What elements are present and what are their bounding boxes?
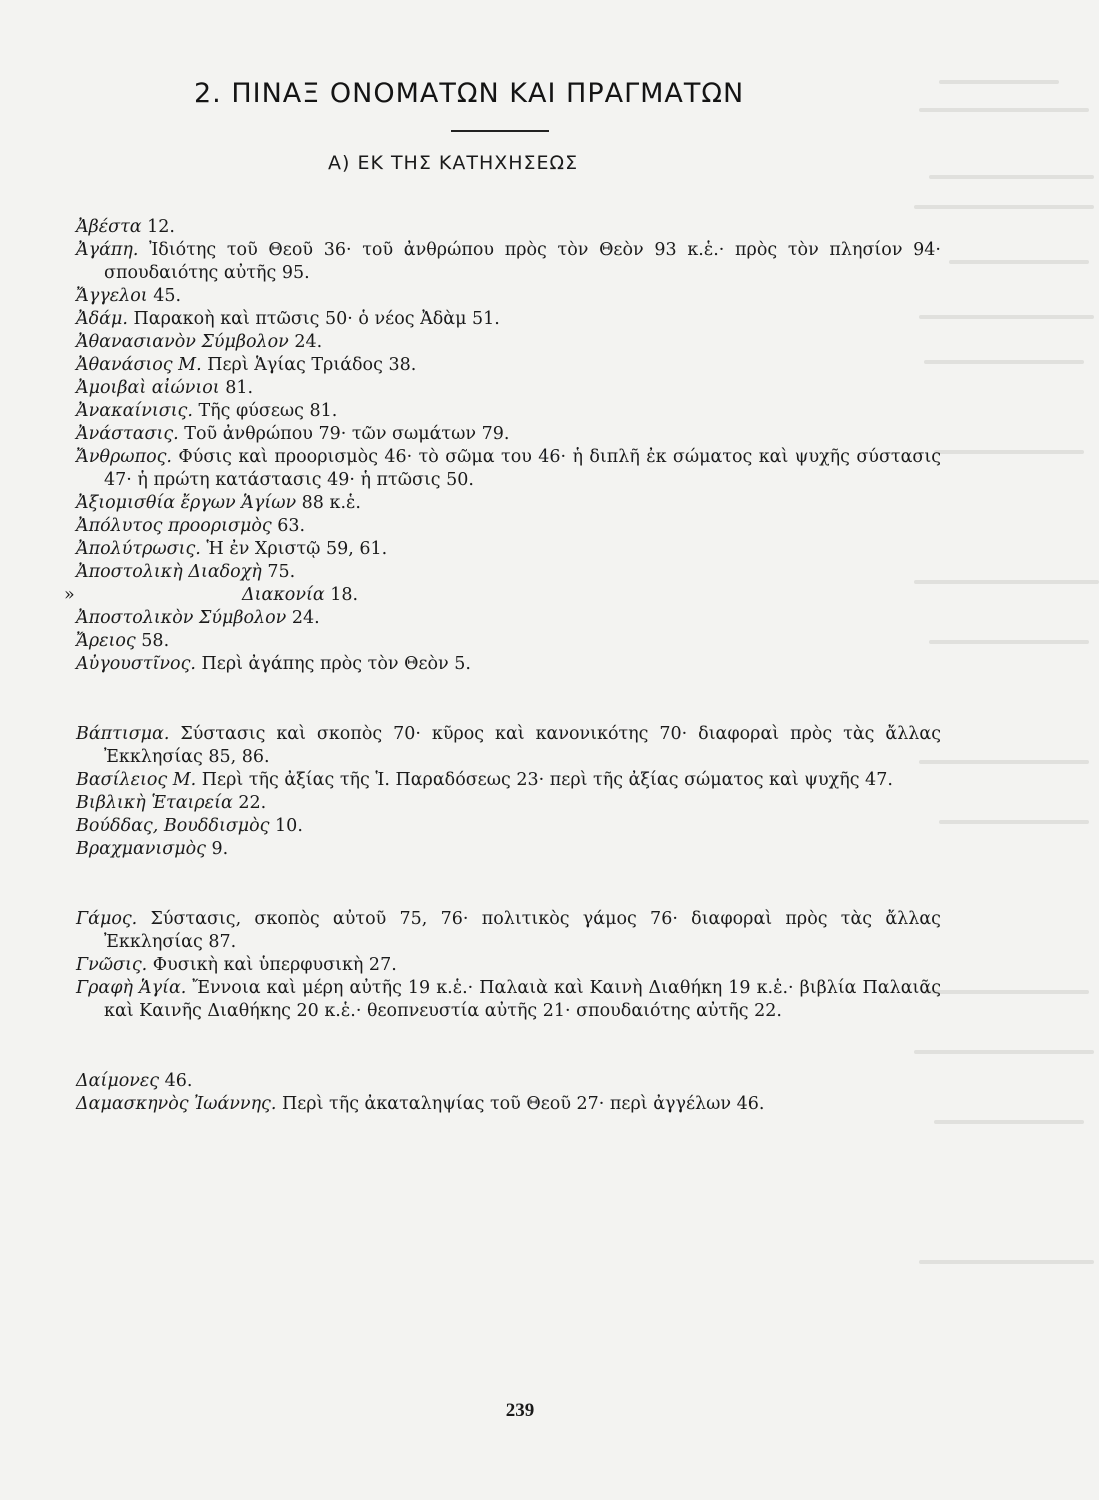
entry-headword: Διακονία [242, 585, 325, 605]
entry-references: 63. [271, 516, 306, 536]
index-entry [76, 216, 941, 239]
index-entry [76, 239, 941, 285]
entry-references: Ἔννοια καὶ μέρη αὐτῆς 19 κ.ἑ.· Παλαιὰ καὶ Καινὴ Διαθήκη 19 κ.ἑ.· βιβλία Παλαιᾶς καὶ Καινῆς Διαθήκης 20 κ.ἑ.· θεοπνευστία αὐτῆς 21· σπουδαιότης αὐτῆς 22. [104, 978, 941, 1021]
index-entry [76, 308, 941, 331]
entry-headword: Βραχμανισμὸς [76, 839, 206, 859]
entry-references: Φύσις καὶ προορισμὸς 46· τὸ σῶμα του 46· ἡ διπλῆ ἐκ σώματος καὶ ψυχῆς σύστασις 47· ἡ πρώτη κατάστασις 49· ἡ πτῶσις 50. [104, 447, 941, 490]
entry-references: Περὶ τῆς ἀκαταληψίας τοῦ Θεοῦ 27· περὶ ἀγγέλων 46. [276, 1094, 765, 1114]
entry-headword: Ἀξιομισθία ἔργων Ἁγίων [76, 493, 297, 513]
entry-headword: Ἀθανάσιος Μ. [76, 355, 202, 375]
entry-headword: Βασίλειος Μ. [76, 770, 197, 790]
entry-headword: Ἀποστολικὸν Σύμβολον [76, 608, 287, 628]
entry-headword: Γνῶσις. [76, 955, 148, 975]
entry-references: 75. [261, 562, 296, 582]
entry-headword: Βιβλικὴ Ἑταιρεία [76, 793, 233, 813]
index-entry [76, 838, 941, 861]
index-entry [76, 492, 941, 515]
entry-headword: Βάπτισμα. [76, 724, 170, 744]
entry-headword: Δαίμονες [76, 1071, 160, 1091]
entry-references: 81. [219, 378, 254, 398]
index-page [64, 0, 956, 1500]
index-entry [76, 630, 941, 653]
entry-references: 10. [269, 816, 303, 836]
index-entry [76, 285, 941, 308]
entry-references: Φυσικὴ καὶ ὑπερφυσικὴ 27. [147, 955, 397, 975]
page-number: 239 [505, 1400, 535, 1421]
entry-references: 24. [288, 332, 323, 352]
entry-references: Σύστασις καὶ σκοπὸς 70· κῦρος καὶ κανονικότης 70· διαφοραὶ πρὸς τὰς ἄλλας Ἐκκλησίας 85, 86. [104, 724, 941, 767]
index-entry [76, 377, 941, 400]
index-entry [76, 815, 941, 838]
entry-references: 9. [205, 839, 229, 859]
entry-headword: Ἀποστολικὴ Διαδοχὴ [76, 562, 262, 582]
entry-headword: Ἄγγελοι [76, 286, 148, 306]
index-entry [76, 446, 941, 492]
index-entry [76, 354, 941, 377]
index-entry [76, 561, 941, 584]
entry-references: 18. [324, 585, 359, 605]
entry-references: 12. [141, 217, 175, 237]
entry-references: Παρακοὴ καὶ πτῶσις 50· ὁ νέος Ἀδὰμ 51. [127, 309, 500, 329]
index-entry [76, 908, 941, 954]
entry-references: Περὶ τῆς ἀξίας τῆς Ἱ. Παραδόσεως 23· περὶ τῆς ἀξίας σώματος καὶ ψυχῆς 47. [196, 770, 893, 790]
entry-references: 22. [232, 793, 267, 813]
entry-references: Περὶ ἀγάπης πρὸς τὸν Θεὸν 5. [195, 654, 471, 674]
entry-headword: Ἄρειος [76, 631, 136, 651]
index-entry [76, 977, 941, 1023]
index-entry [76, 515, 941, 538]
entry-headword: Ἀνάστασις. [76, 424, 179, 444]
entry-references: 88 κ.ἑ. [296, 493, 361, 513]
entry-references: Ἡ ἐν Χριστῷ 59, 61. [200, 539, 388, 559]
entry-headword: Ἀπολύτρωσις. [76, 539, 201, 559]
index-entry [76, 538, 941, 561]
entry-references: Περὶ Ἁγίας Τριάδος 38. [201, 355, 417, 375]
index-entry [76, 1070, 941, 1093]
index-entry [76, 1093, 941, 1116]
index-entry [76, 400, 941, 423]
entry-headword: Ἀγάπη. [76, 240, 139, 260]
index-entry [76, 423, 941, 446]
entry-references: Τῆς φύσεως 81. [192, 401, 338, 421]
index-entry [64, 584, 941, 607]
index-entries [64, 216, 941, 1116]
entry-headword: Ἄνθρωπος. [76, 447, 172, 467]
entry-headword: Αὐγουστῖνος. [76, 654, 196, 674]
ditto-mark: » [64, 585, 75, 605]
entry-references: 46. [159, 1071, 193, 1091]
entry-headword: Βούδδας, Βουδδισμὸς [76, 816, 270, 836]
index-entry [76, 769, 941, 792]
title-divider [451, 130, 549, 132]
entry-headword: Γάμος. [76, 909, 138, 929]
entry-headword: Ἀμοιβαὶ αἰώνιοι [76, 378, 220, 398]
section-subtitle: Α) ΕΚ ΤΗΣ ΚΑΤΗΧΗΣΕΩΣ [328, 152, 579, 174]
entry-headword: Ἀβέστα [76, 217, 142, 237]
entry-headword: Γραφὴ Ἁγία. [76, 978, 187, 998]
index-entry [76, 792, 941, 815]
entry-references: Ἰδιότης τοῦ Θεοῦ 36· τοῦ ἀνθρώπου πρὸς τὸν Θεὸν 93 κ.ἑ.· πρὸς τὸν πλησίον 94· σπουδαιότης αὐτῆς 95. [104, 240, 941, 283]
entry-references: 58. [135, 631, 170, 651]
entry-references: Τοῦ ἀνθρώπου 79· τῶν σωμάτων 79. [178, 424, 510, 444]
entry-headword: Ἀθανασιανὸν Σύμβολον [76, 332, 289, 352]
index-entry [76, 954, 941, 977]
index-entry [76, 723, 941, 769]
entry-headword: Ἀδάμ. [76, 309, 128, 329]
page-title: 2. ΠΙΝΑΞ ΟΝΟΜΑΤΩΝ ΚΑΙ ΠΡΑΓΜΑΤΩΝ [194, 78, 745, 109]
index-entry [76, 331, 941, 354]
index-entry [76, 607, 941, 630]
entry-headword: Ἀνακαίνισις. [76, 401, 193, 421]
entry-headword: Δαμασκηνὸς Ἰωάννης. [76, 1094, 277, 1114]
entry-references: 24. [286, 608, 320, 628]
entry-headword: Ἀπόλυτος προορισμὸς [76, 516, 272, 536]
entry-references: 45. [147, 286, 182, 306]
index-entry [76, 653, 941, 676]
entry-references: Σύστασις, σκοπὸς αὐτοῦ 75, 76· πολιτικὸς γάμος 76· διαφοραὶ πρὸς τὰς ἄλλας Ἐκκλησίας 87. [104, 909, 941, 952]
